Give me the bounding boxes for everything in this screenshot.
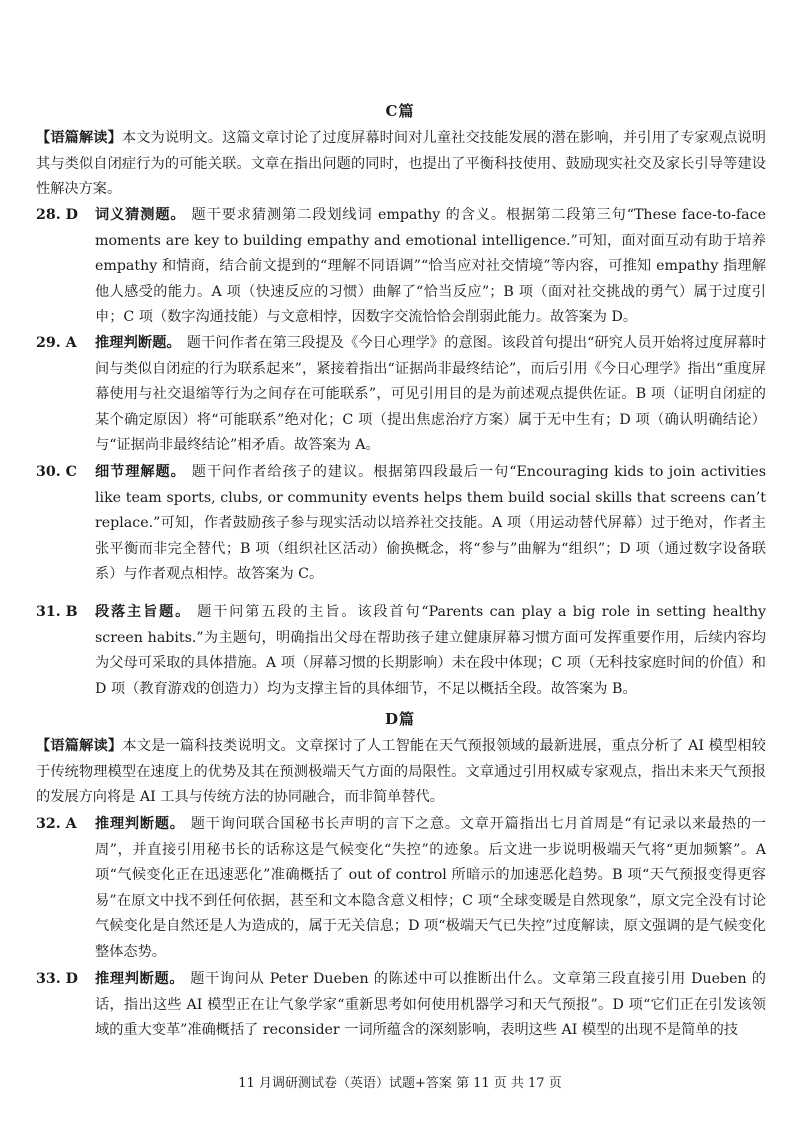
answer-item-32 [36,812,766,966]
answer-item-30 [36,460,766,588]
item-number: 30. C [36,464,77,480]
question-type: 细节理解题。 [95,464,186,480]
item-number: 29. A [36,335,77,351]
answer-item-33 [36,967,766,1044]
explanation-text: 题干询问联合国秘书长声明的言下之意。文章开篇指出七月首周是“有记录以来最热的一周”，并直接引用秘书长的话称这是气候变化“失控”的迹象。后文进一步说明极端天气将“更加频繁”。A 项“气候变化正在迅速恶化”准确概括了 out of control 所暗示的加速恶化趋势。B 项“天气预报变得更容易”在原文中找不到任何依据，甚至和文本隐含意义相悖；C 项“全球变暖是自然现象”，原文完全没有讨论气候变化是自然还是人为造成的，属于无关信息；D 项“极端天气已失控”过度解读，原文强调的是气候变化整体态势。 [95,816,766,960]
question-type: 段落主旨题。 [95,604,192,620]
explanation-text: 题干问作者给孩子的建议。根据第四段最后一句“Encouraging kids to join activities like team sports, clubs, or community events helps them build social skills that screens can’t replace.”可知，作者鼓励孩子参与现实活动以培养社交技能。A 项（用运动替代屏幕）过于绝对，作者主张平衡而非完全替代；B 项（组织社区活动）偷换概念，将“参与”曲解为“组织”；D 项（通过数字设备联系）与作者观点相悖。故答案为 C。 [95,464,766,583]
section-c-intro [36,126,766,203]
question-type: 推理判断题。 [95,971,185,987]
item-number: 33. D [36,971,78,987]
intro-text: 本文是一篇科技类说明文。文章探讨了人工智能在天气预报领域的最新进展，重点分析了 AI 模型相较于传统物理模型在速度上的优势及其在预测极端天气方面的局限性。文章通过引用权威专家观点，指出未来天气预报的发展方向将是 AI 工具与传统方法的协同融合，而非简单替代。 [36,738,766,806]
answer-item-29 [36,331,766,459]
explanation-text: 题干问作者在第三段提及《今日心理学》的意图。该段首句提出“研究人员开始将过度屏幕时间与类似自闭症的行为联系起来”，紧接着指出“证据尚非最终结论”，而后引用《今日心理学》指出“重度屏幕使用与社交退缩等行为之间存在可能联系”，可见引用目的是为前述观点提供佐证。B 项（证明自闭症的某个确定原因）将“可能联系”绝对化；C 项（提出焦虑治疗方案）属于无中生有；D 项（确认明确结论）与“证据尚非最终结论”相矛盾。故答案为 A。 [95,335,766,454]
item-number: 31. B [36,604,78,620]
intro-tag: 【语篇解读】 [36,738,123,754]
section-d-title: D篇 [384,710,415,728]
question-type: 词义猜测题。 [95,207,186,223]
intro-tag: 【语篇解读】 [36,130,122,146]
question-type: 推理判断题。 [95,816,185,832]
page-footer: 11 月调研测试卷（英语）试题+答案 第 11 页 共 17 页 [238,1076,562,1091]
explanation-text: 题干询问从 Peter Dueben 的陈述中可以推断出什么。文章第三段直接引用 Dueben 的话，指出这些 AI 模型正在让气象学家“重新思考如何使用机器学习和天气预报”。D 项“它们正在引发该领域的重大变革”准确概括了 reconsider 一词所蕴含的深刻影响，表明这些 AI 模型的出现不是简单的技 [95,971,766,1039]
answer-item-28 [36,203,766,331]
question-type: 推理判断题。 [95,335,181,351]
section-c-title: C篇 [385,102,415,120]
explanation-text: 题干要求猜测第二段划线词 empathy 的含义。根据第二段第三句“These face-to-face moments are key to building empathy and emotional intelligence.”可知，面对面互动有助于培养 empathy 和情商，结合前文提到的“理解不同语调”“恰当应对社交情境”等内容，可推知 empathy 指理解他人感受的能力。A 项（快速反应的习惯）曲解了“恰当反应”；B 项（面对社交挑战的勇气）属于过度引申；C 项（数字沟通技能）与文意相悖，因数字交流恰恰会削弱此能力。故答案为 D。 [95,207,766,326]
intro-text: 本文为说明文。这篇文章讨论了过度屏幕时间对儿童社交技能发展的潜在影响，并引用了专家观点说明其与类似自闭症行为的可能关联。文章在指出问题的同时，也提出了平衡科技使用、鼓励现实社交及家长引导等建设性解决方案。 [36,130,766,198]
explanation-text: 题干问第五段的主旨。该段首句“Parents can play a big role in setting healthy screen habits.”为主题句，明确指出父母在帮助孩子建立健康屏幕习惯方面可发挥重要作用，后续内容均为父母可采取的具体措施。A 项（屏幕习惯的长期影响）未在段中体现；C 项（无科技家庭时间的价值）和 D 项（教育游戏的创造力）均为支撑主旨的具体细节，不足以概括全段。故答案为 B。 [95,604,766,697]
item-number: 32. A [36,816,77,832]
section-d-intro [36,734,766,811]
item-number: 28. D [36,207,78,223]
answer-item-31 [36,600,766,702]
